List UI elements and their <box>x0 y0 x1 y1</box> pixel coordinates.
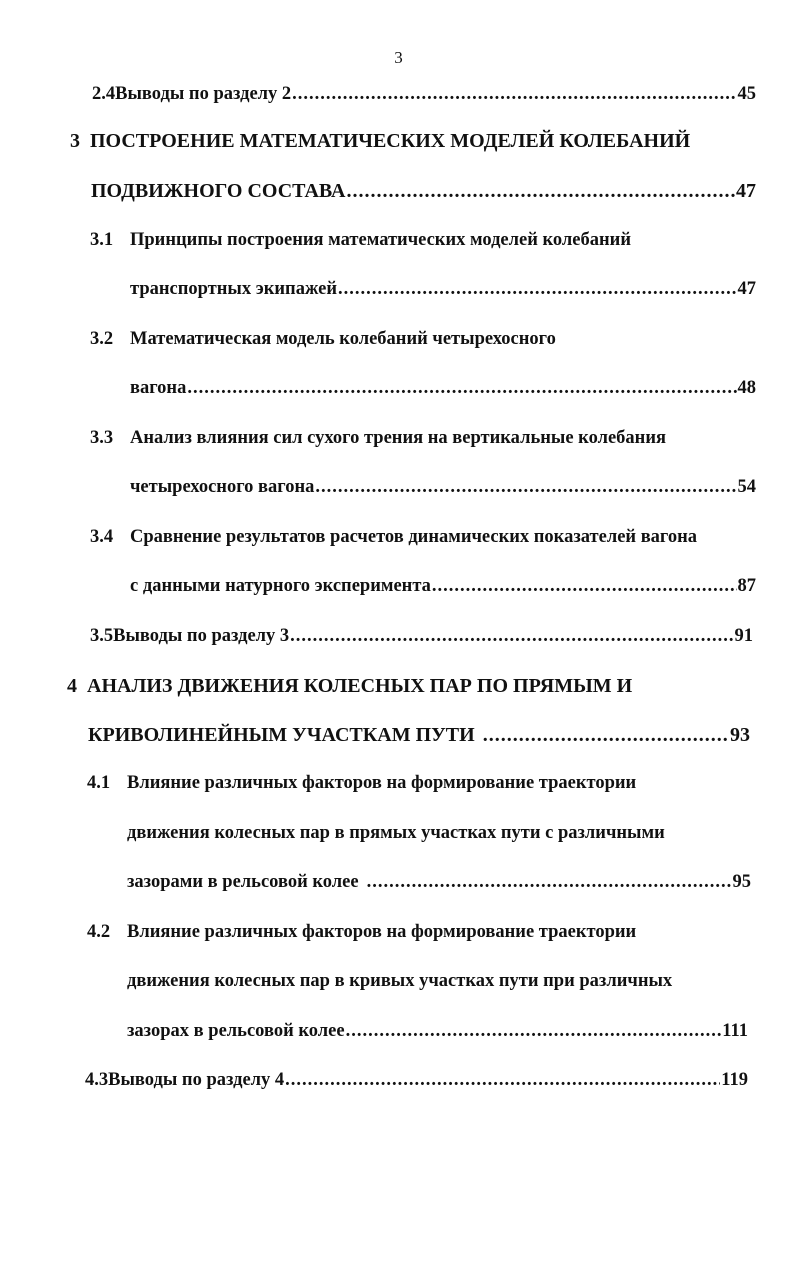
toc-entry-4-3 <box>85 1070 748 1096</box>
toc-entry-4-2-line2 <box>127 971 767 997</box>
toc-page: 47 <box>737 279 756 299</box>
toc-page: 45 <box>737 84 756 104</box>
toc-entry-3-4-line1 <box>90 527 780 553</box>
toc-chapter-3-line2 <box>91 180 756 206</box>
toc-chapter-4-line1 <box>67 675 707 701</box>
toc-leader-dots <box>285 1070 720 1091</box>
toc-title: ПОДВИЖНОГО СОСТАВА <box>91 180 346 202</box>
toc-leader-dots <box>338 279 736 300</box>
toc-chapter-3-line1 <box>70 130 750 156</box>
toc-title: зазорах в рельсовой колее <box>127 1021 345 1041</box>
toc-page: 87 <box>737 576 756 596</box>
toc-page: 95 <box>732 872 751 892</box>
toc-number: 2.4 <box>92 84 116 104</box>
toc-page: 119 <box>721 1070 748 1090</box>
toc-leader-dots <box>187 378 736 399</box>
toc-entry-4-1-line2 <box>127 823 767 849</box>
toc-entry-4-1-line1 <box>87 773 737 799</box>
toc-entry-3-1-line2 <box>130 279 756 305</box>
toc-title: ПОСТРОЕНИЕ МАТЕМАТИЧЕСКИХ МОДЕЛЕЙ КОЛЕБАНИЙ <box>90 130 691 152</box>
toc-entry-3-5 <box>90 626 753 652</box>
toc-title: Влияние различных факторов на формирование траектории <box>127 773 637 793</box>
toc-page: 111 <box>722 1021 748 1041</box>
toc-chapter-4-line2 <box>88 724 750 750</box>
toc-entry-4-2-line1 <box>87 922 737 948</box>
toc-entry-2-4 <box>92 84 756 110</box>
toc-title: движения колесных пар в прямых участках пути с различными <box>127 823 665 843</box>
toc-title: Выводы по разделу 2 <box>115 84 292 104</box>
toc-number: 3.1 <box>90 230 114 250</box>
toc-number: 3.5 <box>90 626 114 646</box>
toc-title: с данными натурного эксперимента <box>130 576 431 596</box>
toc-entry-4-1-line3 <box>127 872 751 898</box>
toc-entry-3-3-line1 <box>90 428 760 454</box>
toc-entry-4-2-line3 <box>127 1021 748 1047</box>
toc-leader-dots <box>432 576 737 597</box>
toc-leader-dots <box>346 1021 722 1042</box>
toc-leader-dots <box>290 626 733 647</box>
toc-leader-dots <box>346 180 735 203</box>
toc-leader-dots <box>315 477 736 498</box>
toc-title: транспортных экипажей <box>130 279 338 299</box>
toc-leader-dots <box>367 872 732 893</box>
toc-title: движения колесных пар в кривых участках пути при различных <box>127 971 673 991</box>
toc-page: 48 <box>737 378 756 398</box>
toc-page: 91 <box>734 626 753 646</box>
toc-entry-3-2-line1 <box>90 329 750 355</box>
toc-title: четырехосного вагона <box>130 477 315 497</box>
toc-number: 4.1 <box>87 773 111 793</box>
toc-entry-3-3-line2 <box>130 477 756 503</box>
toc-entry-3-2-line2 <box>130 378 756 404</box>
toc-title: КРИВОЛИНЕЙНЫМ УЧАСТКАМ ПУТИ <box>88 724 475 746</box>
toc-title: Сравнение результатов расчетов динамических показателей вагона <box>130 527 698 547</box>
toc-entry-3-1-line1 <box>90 230 750 256</box>
toc-number: 3.3 <box>90 428 114 448</box>
toc-title: Анализ влияния сил сухого трения на вертикальные колебания <box>130 428 667 448</box>
toc-number: 4.3 <box>85 1070 109 1090</box>
toc-number: 3.2 <box>90 329 114 349</box>
toc-page: 93 <box>730 724 750 746</box>
toc-title: Выводы по разделу 4 <box>108 1070 285 1090</box>
toc-number: 4.2 <box>87 922 111 942</box>
toc-number: 3.4 <box>90 527 114 547</box>
toc-title: Математическая модель колебаний четырехосного <box>130 329 556 349</box>
page-number: 3 <box>394 48 403 67</box>
toc-title: АНАЛИЗ ДВИЖЕНИЯ КОЛЕСНЫХ ПАР ПО ПРЯМЫМ И <box>87 675 633 697</box>
toc-title: Влияние различных факторов на формирование траектории <box>127 922 637 942</box>
toc-number: 3 <box>70 130 80 152</box>
toc-title: зазорами в рельсовой колее <box>127 872 359 892</box>
toc-title: Принципы построения математических моделей колебаний <box>130 230 631 250</box>
toc-title: вагона <box>130 378 187 398</box>
toc-leader-dots <box>483 724 729 747</box>
toc-title: Выводы по разделу 3 <box>113 626 290 646</box>
toc-leader-dots <box>292 84 736 105</box>
toc-page: 54 <box>737 477 756 497</box>
toc-entry-3-4-line2 <box>130 576 756 602</box>
toc-page: 47 <box>736 180 756 202</box>
toc-number: 4 <box>67 675 77 697</box>
